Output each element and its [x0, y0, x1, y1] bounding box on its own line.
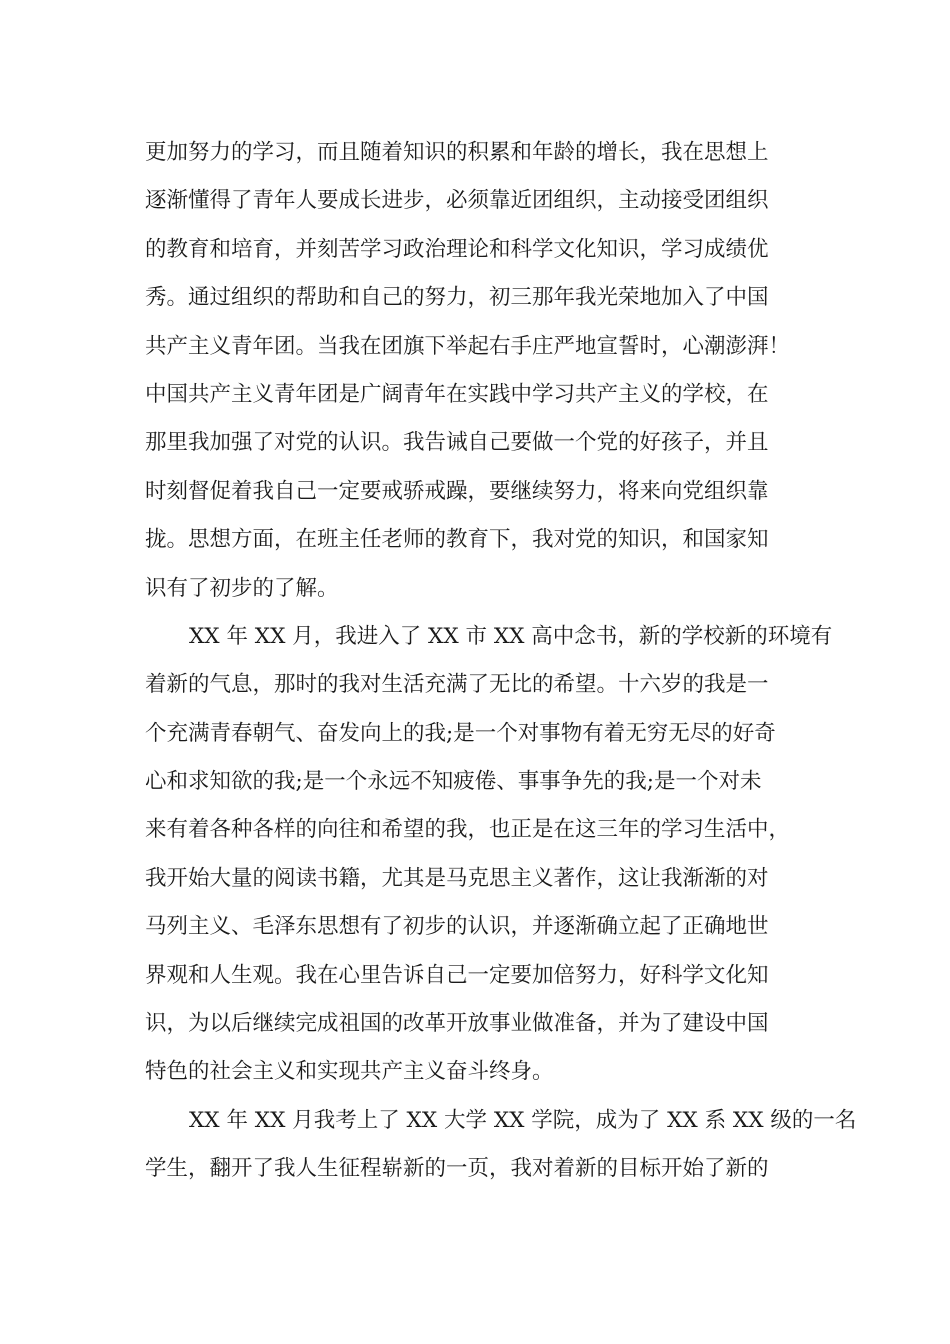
text-line: 中国共产主义青年团是广阔青年在实践中学习共产主义的学校，在 — [145, 381, 769, 407]
text-line: 心和求知欲的我;是一个永远不知疲倦、事事争先的我;是一个对未 — [145, 769, 762, 795]
text-line: 时刻督促着我自己一定要戒骄戒躁，要继续努力，将来向党组织靠 — [145, 478, 769, 504]
text-line: 秀。通过组织的帮助和自己的努力，初三那年我光荣地加入了中国 — [145, 285, 769, 311]
paragraph-1 — [145, 129, 815, 613]
text-line: 特色的社会主义和实现共产主义奋斗终身。 — [145, 1059, 554, 1085]
text-line: 来有着各种各样的向往和希望的我，也正是在这三年的学习生活中， — [145, 817, 791, 843]
text-line: 共产主义青年团。当我在团旗下举起右手庄严地宣誓时，心潮澎湃！ — [145, 333, 791, 359]
text-line: 那里我加强了对党的认识。我告诫自己要做一个党的好孩子，并且 — [145, 430, 769, 456]
text-line: 界观和人生观。我在心里告诉自己一定要加倍努力，好科学文化知 — [145, 962, 769, 988]
paragraph-3 — [145, 1097, 857, 1194]
text-line: 拢。思想方面，在班主任老师的教育下，我对党的知识，和国家知 — [145, 527, 769, 553]
text-line: 我开始大量的阅读书籍，尤其是马克思主义著作，这让我渐渐的对 — [145, 865, 769, 891]
text-line: 马列主义、毛泽东思想有了初步的认识，并逐渐确立起了正确地世 — [145, 914, 769, 940]
text-line: 识，为以后继续完成祖国的改革开放事业做准备，并为了建设中国 — [145, 1011, 769, 1037]
text-line: 更加努力的学习，而且随着知识的积累和年龄的增长，我在思想上 — [145, 140, 769, 165]
text-line-indented: XX 年 XX 月我考上了 XX 大学 XX 学院，成为了 XX 系 XX 级的一名 — [189, 1107, 857, 1133]
text-line-indented: XX 年 XX 月，我进入了 XX 市 XX 高中念书，新的学校新的环境有 — [189, 623, 833, 649]
text-line: 个充满青春朝气、奋发向上的我;是一个对事物有着无穷无尽的好奇 — [145, 720, 776, 746]
text-line: 学生，翻开了我人生征程崭新的一页，我对着新的目标开始了新的 — [145, 1156, 769, 1182]
document-body — [145, 129, 857, 1194]
text-line: 着新的气息，那时的我对生活充满了无比的希望。十六岁的我是一 — [145, 672, 769, 698]
text-line: 逐渐懂得了青年人要成长进步，必须靠近团组织，主动接受团组织 — [145, 188, 769, 214]
text-line: 的教育和培育，并刻苦学习政治理论和科学文化知识，学习成绩优 — [145, 236, 769, 262]
text-line: 识有了初步的了解。 — [145, 575, 339, 601]
paragraph-2 — [145, 613, 833, 1097]
